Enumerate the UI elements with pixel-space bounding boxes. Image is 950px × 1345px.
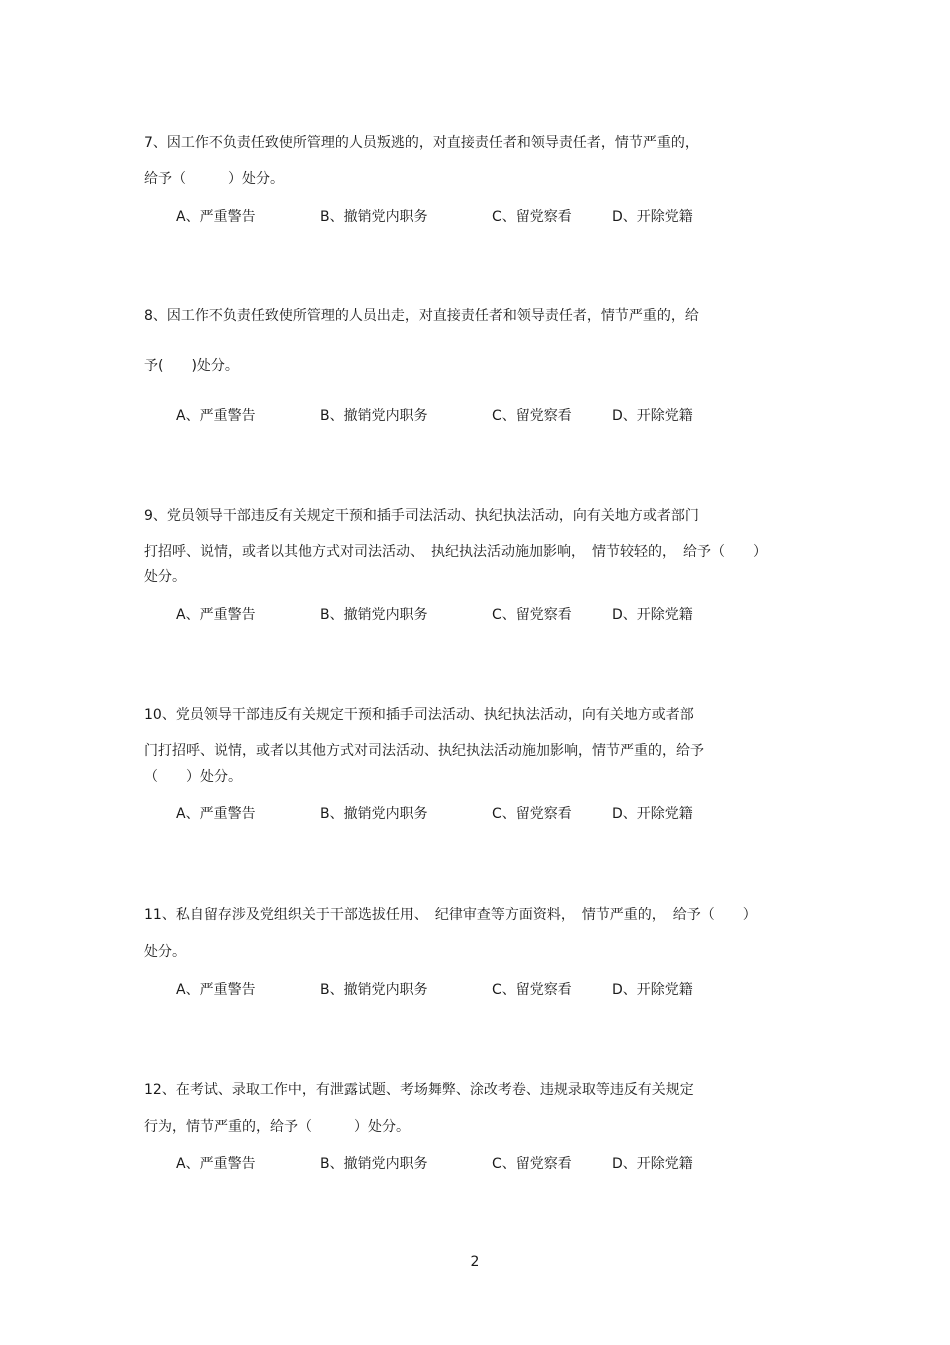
question-11-option-c: C、留党察看: [492, 982, 572, 998]
question-7-line-2: 给予（ ）处分。: [144, 171, 284, 187]
question-10-line-3: （ ）处分。: [144, 769, 242, 785]
question-7-line-1: 7、因工作不负责任致使所管理的人员叛逃的，对直接责任者和领导责任者，情节严重的，: [144, 135, 699, 151]
question-8-option-b: B、撤销党内职务: [320, 408, 428, 424]
question-9-line-1: 9、党员领导干部违反有关规定干预和插手司法活动、执纪执法活动，向有关地方或者部门: [144, 508, 699, 524]
question-11-option-b: B、撤销党内职务: [320, 982, 428, 998]
page-number: 2: [470, 1254, 480, 1270]
question-9-option-b: B、撤销党内职务: [320, 607, 428, 623]
question-8-option-c: C、留党察看: [492, 408, 572, 424]
question-7-option-d: D、开除党籍: [612, 209, 693, 225]
question-12-option-b: B、撤销党内职务: [320, 1156, 428, 1172]
question-7-option-c: C、留党察看: [492, 209, 572, 225]
question-8-line-1: 8、因工作不负责任致使所管理的人员出走，对直接责任者和领导责任者，情节严重的，给: [144, 308, 699, 324]
question-10-option-d: D、开除党籍: [612, 806, 693, 822]
question-12-line-1: 12、在考试、录取工作中，有泄露试题、考场舞弊、涂改考卷、违规录取等违反有关规定: [144, 1082, 694, 1098]
question-11-option-d: D、开除党籍: [612, 982, 693, 998]
question-8-option-d: D、开除党籍: [612, 408, 693, 424]
question-12-option-d: D、开除党籍: [612, 1156, 693, 1172]
question-8-line-2: 予( )处分。: [144, 358, 239, 374]
question-9-option-c: C、留党察看: [492, 607, 572, 623]
question-9-option-d: D、开除党籍: [612, 607, 693, 623]
question-9-line-3: 处分。: [144, 569, 186, 585]
question-11-line-2: 处分。: [144, 944, 186, 960]
question-7-option-a: A、严重警告: [176, 209, 256, 225]
question-10-line-2: 门打招呼、说情，或者以其他方式对司法活动、执纪执法活动施加影响，情节严重的，给予: [144, 743, 704, 759]
question-11-line-1: 11、私自留存涉及党组织关于干部选拔任用、 纪律审查等方面资料， 情节严重的， 给予（ ）: [144, 907, 757, 923]
question-10-line-1: 10、党员领导干部违反有关规定干预和插手司法活动、执纪执法活动，向有关地方或者部: [144, 707, 694, 723]
question-10-option-a: A、严重警告: [176, 806, 256, 822]
question-12-option-a: A、严重警告: [176, 1156, 256, 1172]
question-8-option-a: A、严重警告: [176, 408, 256, 424]
question-7-option-b: B、撤销党内职务: [320, 209, 428, 225]
question-10-option-b: B、撤销党内职务: [320, 806, 428, 822]
question-11-option-a: A、严重警告: [176, 982, 256, 998]
question-9-option-a: A、严重警告: [176, 607, 256, 623]
question-10-option-c: C、留党察看: [492, 806, 572, 822]
question-12-line-2: 行为，情节严重的，给予（ ）处分。: [144, 1119, 410, 1135]
question-9-line-2: 打招呼、说情，或者以其他方式对司法活动、 执纪执法活动施加影响， 情节较轻的， 给予（ ）: [144, 544, 767, 560]
question-12-option-c: C、留党察看: [492, 1156, 572, 1172]
